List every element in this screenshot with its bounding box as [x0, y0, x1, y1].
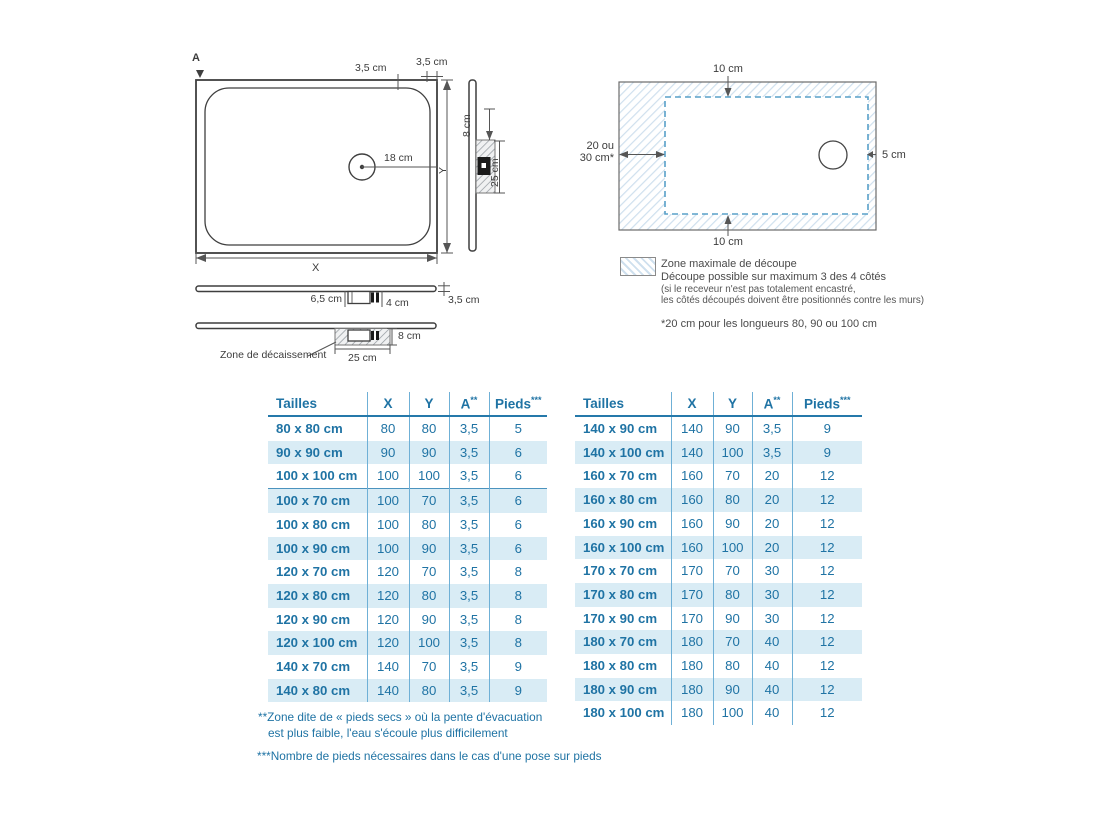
size-value-cell: 20: [752, 488, 792, 512]
size-value-cell: 3,5: [449, 489, 489, 513]
size-label-cell: 140 x 70 cm: [276, 659, 351, 675]
size-label-cell: 160 x 70 cm: [583, 468, 658, 484]
size-label-cell: 170 x 70 cm: [583, 563, 658, 579]
size-value-cell: 100: [367, 537, 409, 561]
footnote-dry-feet-2: est plus faible, l'eau s'écoule plus difficilement: [268, 726, 508, 740]
size-value-cell: 3,5: [449, 416, 489, 441]
size-value-cell: 90: [713, 416, 752, 441]
size-value-cell: 170: [671, 559, 713, 583]
elevation1-bar: [196, 286, 436, 292]
size-value-cell: 9: [489, 655, 547, 679]
rim-right-dim: 3,5 cm: [416, 56, 448, 68]
size-value-cell: 170: [671, 607, 713, 631]
size-row: [268, 537, 547, 561]
size-label-cell: 100 x 90 cm: [276, 540, 351, 556]
elevation2-bar: [196, 323, 436, 329]
size-value-cell: 3,5: [449, 584, 489, 608]
size-label-cell: 120 x 90 cm: [276, 611, 351, 627]
size-value-cell: 90: [713, 678, 752, 702]
size-value-cell: 12: [792, 607, 862, 631]
recess-zone-caption: Zone de décaissement: [220, 349, 327, 361]
size-value-cell: 3,5: [449, 513, 489, 537]
size-value-cell: 12: [792, 559, 862, 583]
size-value-cell: 70: [713, 559, 752, 583]
size-value-cell: 12: [792, 701, 862, 725]
legend-title: Zone maximale de découpe: [661, 258, 797, 270]
size-label-cell: 160 x 80 cm: [583, 492, 658, 508]
size-value-cell: 6: [489, 464, 547, 488]
column-header-tailles: Tailles: [268, 392, 367, 416]
size-label-cell: 120 x 70 cm: [276, 564, 351, 580]
size-value-cell: 120: [367, 584, 409, 608]
size-value-cell: 12: [792, 512, 862, 536]
elevation1-right-dim: 4 cm: [386, 297, 409, 309]
cut-zone-drain-circle: [819, 141, 847, 169]
size-value-cell: 20: [752, 512, 792, 536]
size-label-cell: 140 x 100 cm: [583, 444, 665, 460]
legend-line-2: Découpe possible sur maximum 3 des 4 côtés: [661, 271, 886, 283]
column-header-pieds: Pieds***: [489, 392, 547, 416]
elevation1-left-dim: 6,5 cm: [310, 293, 342, 305]
size-value-cell: 3,5: [449, 631, 489, 655]
size-row: [268, 631, 547, 655]
size-label-cell: 120 x 80 cm: [276, 587, 351, 603]
size-row: [268, 679, 547, 703]
size-label-cell: 140 x 80 cm: [276, 682, 351, 698]
size-row: [268, 441, 547, 465]
size-row: [268, 464, 547, 488]
size-value-cell: 170: [671, 583, 713, 607]
size-row: [268, 584, 547, 608]
size-value-cell: 9: [489, 679, 547, 703]
size-value-cell: 12: [792, 654, 862, 678]
section-label: A: [192, 52, 200, 64]
size-value-cell: 40: [752, 630, 792, 654]
size-value-cell: 3,5: [449, 441, 489, 465]
table-header-row: [575, 392, 862, 416]
elevation2-height-dim: 8 cm: [398, 330, 421, 342]
size-row: [575, 678, 862, 702]
size-value-cell: 90: [367, 441, 409, 465]
size-value-cell: 180: [671, 630, 713, 654]
drain-distance-dim: 18 cm: [384, 152, 413, 164]
size-label-cell: 170 x 90 cm: [583, 610, 658, 626]
size-label-cell: 180 x 80 cm: [583, 658, 658, 674]
size-value-cell: 3,5: [449, 560, 489, 584]
size-value-cell: 20: [752, 536, 792, 560]
column-header-x: X: [671, 392, 713, 416]
size-value-cell: 40: [752, 654, 792, 678]
size-label-cell: 80 x 80 cm: [276, 421, 343, 436]
size-row: [268, 560, 547, 584]
size-value-cell: 3,5: [449, 537, 489, 561]
size-row: [575, 464, 862, 488]
size-value-cell: 180: [671, 654, 713, 678]
column-header-x: X: [367, 392, 409, 416]
size-value-cell: 160: [671, 512, 713, 536]
cut-right-dim: 5 cm: [882, 149, 906, 161]
column-header-y: Y: [409, 392, 449, 416]
size-value-cell: 30: [752, 583, 792, 607]
size-value-cell: 90: [713, 512, 752, 536]
size-label-cell: 140 x 90 cm: [583, 421, 658, 436]
elevation1-siphon: [348, 292, 370, 304]
size-value-cell: 160: [671, 488, 713, 512]
size-label-cell: 160 x 100 cm: [583, 539, 665, 555]
sizes-table-right: [575, 392, 862, 725]
legend-footnote: *20 cm pour les longueurs 80, 90 ou 100 cm: [661, 318, 877, 330]
size-value-cell: 80: [713, 583, 752, 607]
cut-bottom-dim: 10 cm: [713, 236, 743, 248]
size-row: [575, 607, 862, 631]
size-value-cell: 70: [713, 630, 752, 654]
size-value-cell: 3,5: [449, 679, 489, 703]
size-value-cell: 120: [367, 608, 409, 632]
size-value-cell: 3,5: [449, 608, 489, 632]
column-header-y: Y: [713, 392, 752, 416]
size-value-cell: 100: [409, 631, 449, 655]
size-value-cell: 5: [489, 416, 547, 441]
size-value-cell: 9: [792, 416, 862, 441]
table-header-row: [268, 392, 547, 416]
size-value-cell: 6: [489, 513, 547, 537]
size-row: [575, 630, 862, 654]
cut-zone-legend: [615, 252, 985, 342]
size-label-cell: 160 x 90 cm: [583, 515, 658, 531]
size-label-cell: 100 x 80 cm: [276, 516, 351, 532]
column-header-tailles: Tailles: [575, 392, 671, 416]
size-row: [575, 583, 862, 607]
size-value-cell: 20: [752, 464, 792, 488]
size-label-cell: 120 x 100 cm: [276, 635, 358, 651]
elevation2-siphon: [348, 330, 370, 341]
size-label-cell: 100 x 70 cm: [268, 489, 367, 513]
size-value-cell: 40: [752, 678, 792, 702]
size-value-cell: 6: [489, 537, 547, 561]
size-value-cell: 140: [367, 655, 409, 679]
hatch-swatch: [620, 257, 656, 276]
size-value-cell: 70: [409, 560, 449, 584]
size-value-cell: 80: [409, 584, 449, 608]
size-row: [575, 441, 862, 465]
size-value-cell: 80: [713, 654, 752, 678]
size-row: [575, 654, 862, 678]
size-value-cell: 30: [752, 607, 792, 631]
size-label-cell: 180 x 70 cm: [583, 634, 658, 650]
axis-x-label: X: [312, 262, 320, 274]
size-value-cell: 100: [713, 441, 752, 465]
size-value-cell: 140: [671, 416, 713, 441]
size-value-cell: 8: [489, 584, 547, 608]
cut-top-dim: 10 cm: [713, 63, 743, 75]
size-value-cell: 12: [792, 536, 862, 560]
size-value-cell: 6: [489, 441, 547, 465]
size-value-cell: 70: [409, 489, 449, 513]
size-value-cell: 180: [671, 678, 713, 702]
size-value-cell: 90: [713, 607, 752, 631]
size-value-cell: 100: [713, 536, 752, 560]
section-arrow: [196, 70, 204, 78]
side-elevations: [190, 280, 490, 370]
size-value-cell: 70: [409, 655, 449, 679]
size-value-cell: 80: [367, 416, 409, 441]
size-value-cell: 40: [752, 701, 792, 725]
cut-zone-drawing: [570, 60, 915, 250]
size-value-cell: 9: [792, 441, 862, 465]
cut-zone-diagram: [570, 60, 915, 250]
elevation2-width-dim: 25 cm: [348, 352, 377, 364]
side-profile-bar: [469, 80, 476, 251]
size-value-cell: 100: [367, 464, 409, 488]
size-row: [268, 513, 547, 537]
size-value-cell: 3,5: [449, 464, 489, 488]
size-value-cell: 8: [489, 560, 547, 584]
size-row: [268, 416, 547, 441]
size-value-cell: 80: [409, 513, 449, 537]
size-value-cell: 80: [409, 679, 449, 703]
size-value-cell: 80: [409, 416, 449, 441]
size-value-cell: 100: [367, 489, 409, 513]
size-value-cell: 30: [752, 559, 792, 583]
size-value-cell: 80: [713, 488, 752, 512]
size-value-cell: 120: [367, 631, 409, 655]
size-row: [268, 655, 547, 679]
size-value-cell: 100: [409, 464, 449, 488]
size-value-cell: 12: [792, 583, 862, 607]
size-row: [575, 536, 862, 560]
cut-left-dim-2: 30 cm*: [579, 152, 614, 164]
cut-left-dim-1: 20 ou: [586, 140, 614, 152]
size-row: [575, 701, 862, 725]
size-value-cell: 6: [489, 489, 547, 513]
size-value-cell: 12: [792, 488, 862, 512]
size-label-cell: 180 x 90 cm: [583, 681, 658, 697]
size-value-cell: 90: [409, 608, 449, 632]
elevation1-height-dim: 3,5 cm: [448, 294, 480, 306]
size-row: [575, 512, 862, 536]
size-row: [268, 489, 547, 513]
size-label-cell: 100 x 100 cm: [276, 468, 358, 484]
size-label-cell: 90 x 90 cm: [276, 444, 343, 460]
axis-y-label: Y: [437, 166, 449, 174]
size-value-cell: 90: [409, 441, 449, 465]
side-zone-dim: 25 cm: [489, 158, 501, 187]
column-header-a: A**: [752, 392, 792, 416]
size-value-cell: 90: [409, 537, 449, 561]
size-value-cell: 3,5: [449, 655, 489, 679]
size-value-cell: 160: [671, 536, 713, 560]
size-value-cell: 70: [713, 464, 752, 488]
rim-top-dim: 3,5 cm: [355, 62, 387, 74]
column-header-a: A**: [449, 392, 489, 416]
sizes-table-left: [268, 392, 547, 702]
size-label-cell: 170 x 80 cm: [583, 586, 658, 602]
size-value-cell: 100: [713, 701, 752, 725]
size-label-cell: 180 x 100 cm: [583, 705, 665, 721]
size-row: [575, 416, 862, 441]
legend-line-4: les côtés découpés doivent être positionnés contre les murs): [661, 295, 925, 306]
size-value-cell: 3,5: [752, 416, 792, 441]
size-value-cell: 140: [367, 679, 409, 703]
size-value-cell: 12: [792, 464, 862, 488]
size-row: [575, 559, 862, 583]
size-value-cell: 12: [792, 630, 862, 654]
legend-line-3: (si le receveur n'est pas totalement encastré,: [661, 284, 856, 295]
size-row: [268, 608, 547, 632]
size-value-cell: 8: [489, 608, 547, 632]
size-value-cell: 180: [671, 701, 713, 725]
size-value-cell: 8: [489, 631, 547, 655]
size-value-cell: 160: [671, 464, 713, 488]
size-value-cell: 100: [367, 513, 409, 537]
size-row: [575, 488, 862, 512]
column-header-pieds: Pieds***: [792, 392, 862, 416]
size-value-cell: 3,5: [752, 441, 792, 465]
size-value-cell: 120: [367, 560, 409, 584]
footnote-feet-count: ***Nombre de pieds nécessaires dans le cas d'une pose sur pieds: [257, 749, 602, 763]
size-value-cell: 140: [671, 441, 713, 465]
tray-top-view: [190, 50, 525, 285]
tray-top-view-drawing: [190, 50, 525, 285]
size-value-cell: 12: [792, 678, 862, 702]
side-depth-dim: 8 cm: [461, 114, 473, 137]
footnote-dry-feet-1: **Zone dite de « pieds secs » où la pente d'évacuation: [258, 710, 543, 724]
